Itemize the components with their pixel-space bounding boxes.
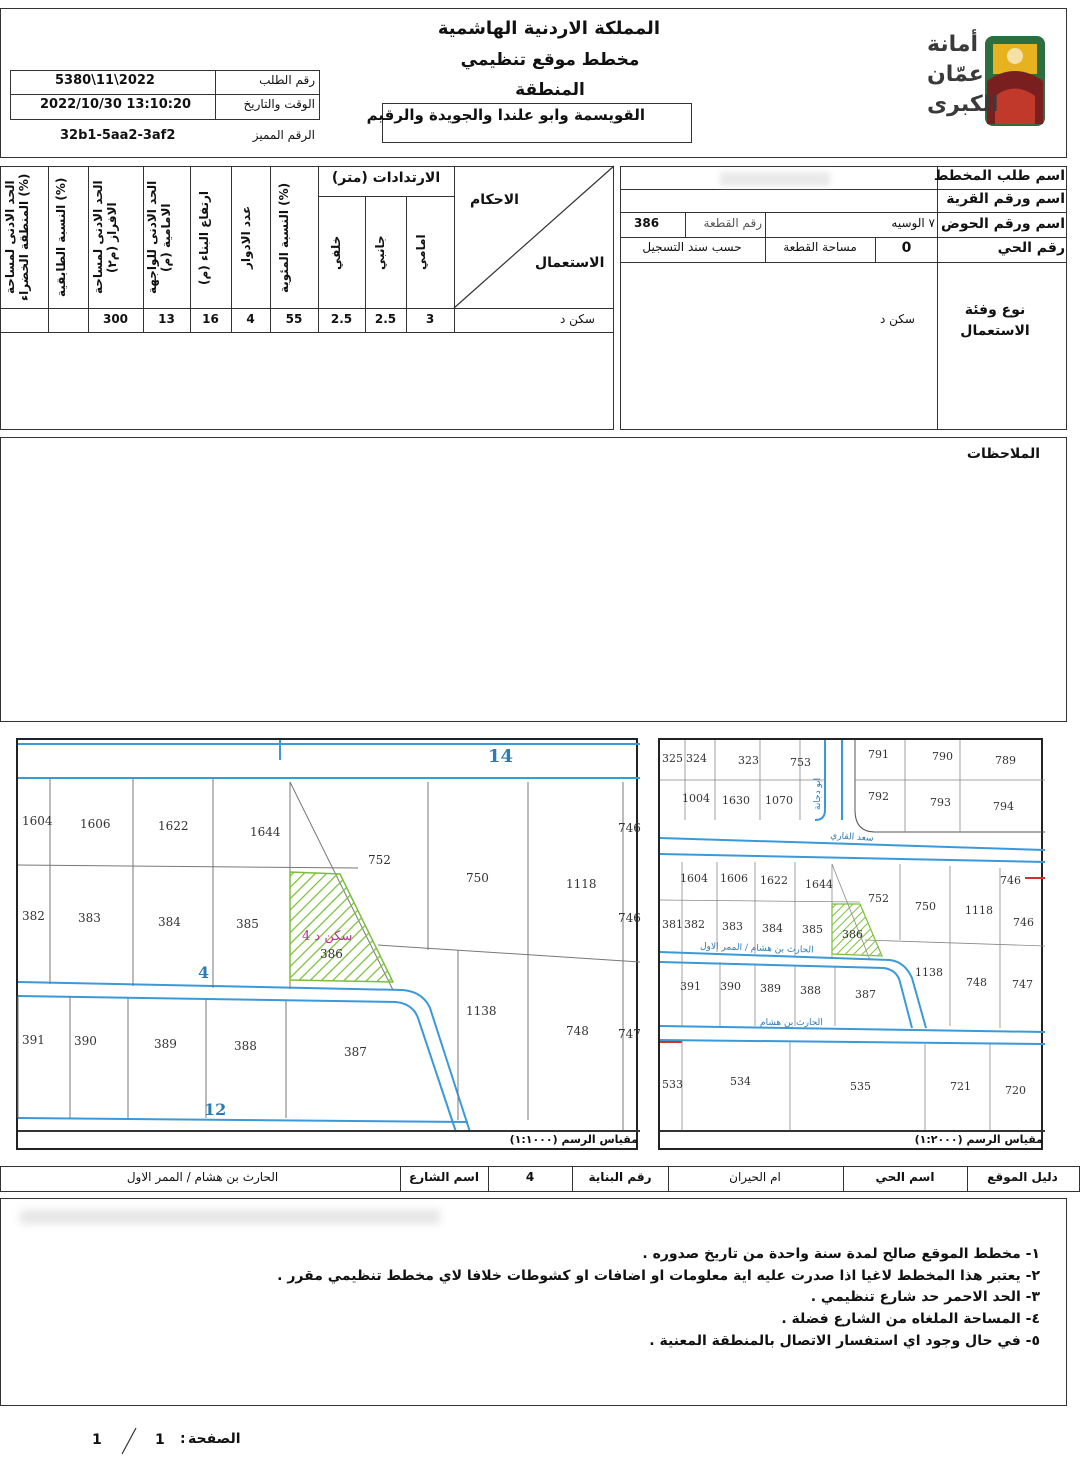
svg-text:385: 385 — [236, 917, 259, 931]
use-type-label: نوع وفئة الاستعمال — [960, 302, 1030, 339]
svg-text:1630: 1630 — [722, 794, 750, 807]
svg-text:سعد القاري: سعد القاري — [829, 830, 874, 844]
village-label: اسم ورقم القرية — [946, 191, 1065, 207]
svg-text:1622: 1622 — [760, 874, 788, 887]
col-height: ارتفاع البناء (م) — [197, 190, 211, 285]
street-4-label: 4 — [198, 963, 210, 982]
plan-title: مخطط موقع تنظيمي — [460, 50, 640, 70]
svg-text:747: 747 — [1012, 978, 1033, 991]
svg-text:323: 323 — [738, 754, 759, 767]
street-12-label: 12 — [204, 1100, 227, 1119]
svg-text:790: 790 — [932, 750, 953, 763]
col-front: امامي — [414, 234, 428, 271]
svg-text:748: 748 — [566, 1024, 589, 1038]
location-guide-label: دليل الموقع — [987, 1170, 1058, 1184]
remarks-label: الملاحظات — [966, 446, 1040, 462]
page-total: 1 — [92, 1432, 102, 1448]
request-number-label: رقم الطلب — [259, 73, 315, 87]
amman-logo — [925, 26, 1055, 136]
svg-text:324: 324 — [686, 752, 707, 765]
svg-text:387: 387 — [855, 988, 876, 1001]
unique-number-value: 32b1-5aa2-3af2 — [60, 128, 176, 143]
svg-text:1138: 1138 — [466, 1004, 497, 1018]
svg-text:386: 386 — [320, 947, 343, 961]
area-label: مساحة القطعة — [783, 240, 857, 254]
svg-text:385: 385 — [802, 923, 823, 936]
map-large-drawing — [18, 740, 640, 1132]
svg-text:383: 383 — [78, 911, 101, 925]
applicant-label: اسم طلب المخطط — [933, 168, 1065, 184]
svg-text:386: 386 — [842, 928, 863, 941]
svg-text:535: 535 — [850, 1080, 871, 1093]
use-col-label: الاستعمال — [535, 255, 605, 271]
svg-text:794: 794 — [993, 800, 1014, 813]
svg-text:الحارث بن هشام / الممر الاول: الحارث بن هشام / الممر الاول — [699, 941, 814, 956]
svg-text:1118: 1118 — [566, 877, 597, 891]
svg-text:389: 389 — [760, 982, 781, 995]
district-name-value: ام الحيران — [729, 1170, 781, 1184]
svg-text:1138: 1138 — [915, 966, 943, 979]
building-number-value: 4 — [525, 1170, 535, 1184]
svg-text:382: 382 — [22, 909, 45, 923]
plot-value: 386 — [634, 216, 660, 230]
map-large-scale: مقياس الرسم (١:١٠٠٠) — [509, 1133, 638, 1146]
region-label: المنطقة — [515, 80, 585, 100]
map-large[interactable] — [16, 738, 641, 1150]
svg-text:746: 746 — [618, 911, 641, 925]
unique-number-label: الرقم المميز — [252, 128, 315, 142]
svg-text:791: 791 — [868, 748, 889, 761]
basin-label: اسم ورقم الحوض — [941, 216, 1065, 232]
street-name-label: اسم الشارع — [409, 1170, 479, 1184]
col-green-ratio: الحد الادنى لمساحة المنطقة الخضراء (%) — [3, 173, 31, 302]
svg-text:748: 748 — [966, 976, 987, 989]
svg-text:391: 391 — [680, 980, 701, 993]
col-min-area: الحد الادنى لمساحة الافراز (م٢) — [91, 180, 119, 295]
notes-list — [250, 1244, 1040, 1352]
request-datetime-value: 2022/10/30 13:10:20 — [40, 97, 192, 112]
row-height: 16 — [202, 312, 219, 326]
svg-text:387: 387 — [344, 1045, 367, 1059]
svg-text:381: 381 — [662, 918, 683, 931]
building-number-label: رقم البناية — [588, 1170, 652, 1184]
district-value: 0 — [901, 240, 912, 256]
svg-text:384: 384 — [762, 922, 783, 935]
page-separator-slash — [118, 1426, 140, 1456]
region-value: القويسمة وابو علندا والجويدة والرقيم — [366, 106, 645, 124]
request-datetime-label: الوقت والتاريخ — [243, 97, 315, 111]
svg-text:1118: 1118 — [965, 904, 993, 917]
svg-text:1622: 1622 — [158, 819, 189, 833]
note-2: ٢- يعتبر هذا المخطط لاغيا اذا صدرت عليه اية معلومات او اضافات او كشوطات خلافا لاي مخطط تنظيمي مقرر . — [277, 1267, 1040, 1284]
row-frontage: 13 — [158, 312, 175, 326]
row-rear: 2.5 — [330, 312, 353, 326]
col-floor-ratio: النسبة الطابقية (%) — [54, 177, 68, 298]
svg-text:789: 789 — [995, 754, 1016, 767]
svg-text:382: 382 — [684, 918, 705, 931]
svg-text:391: 391 — [22, 1033, 45, 1047]
svg-text:1004: 1004 — [682, 792, 710, 805]
svg-text:1644: 1644 — [805, 878, 833, 891]
svg-text:750: 750 — [466, 871, 489, 885]
svg-text:533: 533 — [662, 1078, 683, 1091]
use-type-value: سكن د — [880, 312, 915, 326]
row-use: سكن د — [560, 312, 595, 326]
svg-text:747: 747 — [618, 1027, 641, 1041]
row-floors: 4 — [246, 312, 255, 326]
map-small-drawing — [660, 740, 1045, 1132]
svg-text:الحارث بن هشام: الحارث بن هشام — [760, 1018, 823, 1028]
col-floors: عدد الادوار — [239, 205, 253, 270]
map-small-scale: مقياس الرسم (١:٢٠٠٠) — [914, 1133, 1043, 1146]
svg-text:752: 752 — [868, 892, 889, 905]
row-front: 3 — [425, 312, 435, 326]
svg-text:746: 746 — [1000, 874, 1021, 887]
page-label: الصفحة — [188, 1431, 241, 1447]
svg-text:750: 750 — [915, 900, 936, 913]
svg-text:ابو دجانة: ابو دجانة — [813, 777, 823, 810]
note-1: ١- مخطط الموقع صالح لمدة سنة واحدة من تاريخ صدوره . — [642, 1246, 1040, 1262]
street-14-label: 14 — [488, 746, 514, 767]
svg-text:1606: 1606 — [80, 817, 111, 831]
row-min-area: 300 — [102, 312, 129, 326]
svg-text:389: 389 — [154, 1037, 177, 1051]
applicant-redacted — [720, 172, 830, 186]
notes-redacted-line — [20, 1210, 440, 1224]
svg-text:792: 792 — [868, 790, 889, 803]
district-label: رقم الحي — [997, 240, 1065, 256]
svg-text:752: 752 — [368, 853, 391, 867]
svg-text:1604: 1604 — [22, 814, 53, 828]
page-current: 1 — [155, 1432, 165, 1448]
svg-text:1070: 1070 — [765, 794, 793, 807]
svg-text:384: 384 — [158, 915, 181, 929]
svg-text:1644: 1644 — [250, 825, 281, 839]
svg-text:383: 383 — [722, 920, 743, 933]
note-3: ٣- الحد الاحمر حد شارع تنظيمي . — [810, 1289, 1040, 1306]
street-name-value: الحارث بن هشام / الممر الاول — [126, 1170, 279, 1184]
svg-text:1604: 1604 — [680, 872, 708, 885]
svg-text:720: 720 — [1005, 1084, 1026, 1097]
svg-text:753: 753 — [790, 756, 811, 769]
kingdom-title: المملكة الاردنية الهاشمية — [437, 18, 660, 39]
zone-label: سكن د 4 — [302, 929, 353, 944]
remarks-box — [0, 437, 1067, 722]
col-coverage: النسبة المئوية (%) — [277, 182, 291, 293]
setbacks-label: الارتدادات (متر) — [331, 170, 441, 186]
note-5: ٥- في حال وجود اي استفسار الاتصال بالمنطقة المعنية . — [649, 1332, 1040, 1349]
svg-text:390: 390 — [74, 1034, 97, 1048]
svg-text:1606: 1606 — [720, 872, 748, 885]
area-value: حسب سند التسجيل — [642, 240, 742, 254]
request-number-value: 5380\11\2022 — [55, 73, 155, 88]
col-side: جانبي — [373, 235, 387, 270]
page-colon: : — [180, 1431, 186, 1447]
plot-label: رقم القطعة — [703, 216, 762, 230]
logo-text-1: أمانة — [927, 32, 979, 57]
svg-text:746: 746 — [618, 821, 641, 835]
svg-text:388: 388 — [234, 1039, 257, 1053]
basin-value: ٧ الوسيه — [891, 216, 935, 230]
svg-text:325: 325 — [662, 752, 683, 765]
svg-text:746: 746 — [1013, 916, 1034, 929]
header-diagonal — [454, 166, 614, 308]
logo-text-3: الكبرى — [927, 92, 999, 117]
svg-text:388: 388 — [800, 984, 821, 997]
note-4: ٤- المساحة الملغاه من الشارع فضلة . — [781, 1311, 1040, 1328]
svg-text:390: 390 — [720, 980, 741, 993]
map-small[interactable] — [658, 738, 1043, 1150]
col-frontage: الحد الادنى للواجهة الامامية (م) — [145, 180, 173, 295]
col-rear: خلفي — [329, 235, 343, 270]
svg-text:721: 721 — [950, 1080, 971, 1093]
svg-text:793: 793 — [930, 796, 951, 809]
row-coverage: 55 — [285, 312, 303, 326]
district-name-label: اسم الحي — [875, 1170, 935, 1184]
logo-text-2: عمّان — [927, 62, 984, 87]
ahkam-label: الاحكام — [470, 192, 519, 208]
svg-text:534: 534 — [730, 1075, 751, 1088]
row-side: 2.5 — [374, 312, 397, 326]
